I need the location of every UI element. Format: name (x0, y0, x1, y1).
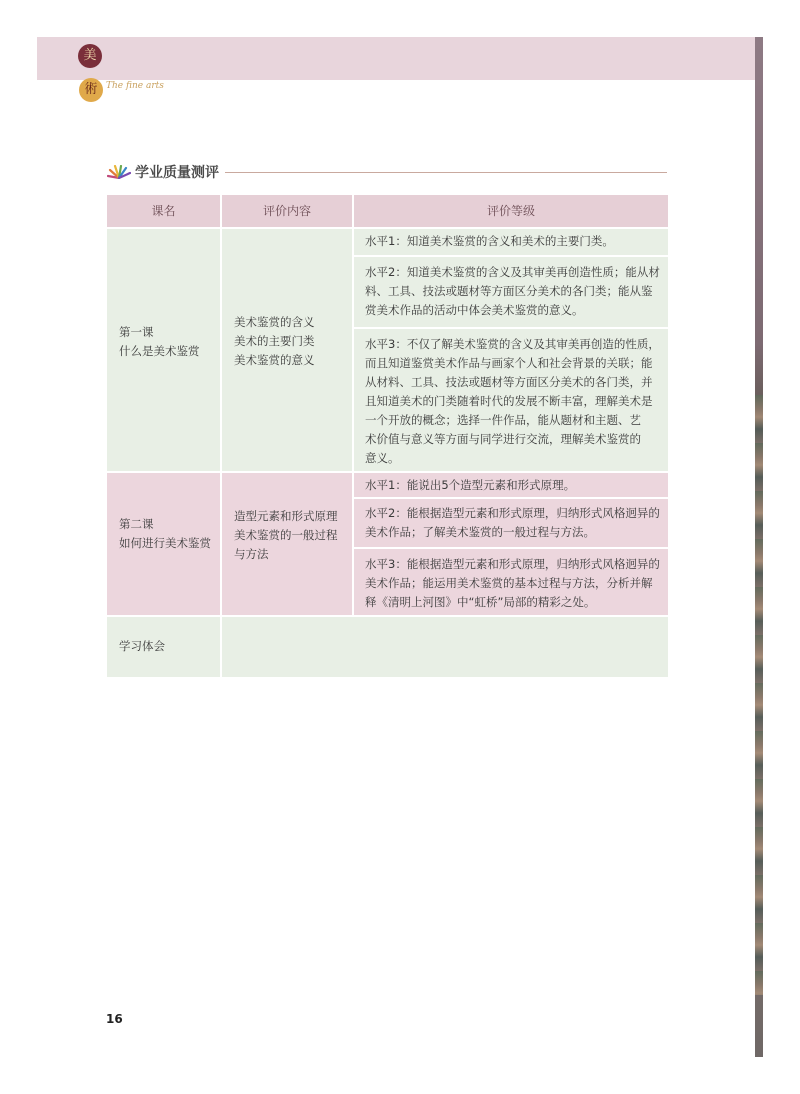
content-item: 美术鉴赏的意义 (234, 353, 315, 367)
content-item: 与方法 (234, 547, 269, 561)
fan-icon (107, 165, 131, 179)
level-line: 美术作品；能运用美术鉴赏的基本过程与方法，分析并解 (365, 576, 653, 590)
lesson-name-cell (107, 229, 220, 471)
level-cell (354, 549, 668, 615)
level-line: 意义。 (365, 451, 400, 465)
level-line: 术价值与意义等方面与同学进行交流，理解美术鉴赏的 (365, 432, 641, 446)
header-band (37, 37, 755, 80)
reflection-label-cell (107, 617, 220, 677)
lesson-title: 什么是美术鉴赏 (119, 344, 200, 358)
content-item: 美术鉴赏的一般过程 (234, 528, 338, 542)
logo-icon-secondary: 術 (79, 78, 103, 102)
level-cell (354, 257, 668, 327)
title-divider (225, 172, 667, 173)
level-line: 赏美术作品的活动中体会美术鉴赏的意义。 (365, 303, 584, 317)
level-line: 释《清明上河图》中“虹桥”局部的精彩之处。 (365, 595, 596, 609)
level-line: 水平2：知道美术鉴赏的含义及其审美再创造性质；能从材 (365, 265, 660, 279)
level-line: 从材料、工具、技法或题材等方面区分美术的各门类，并 (365, 375, 653, 389)
lesson-title: 如何进行美术鉴赏 (119, 536, 211, 550)
level-line: 水平1：知道美术鉴赏的含义和美术的主要门类。 (365, 234, 614, 248)
section-heading (107, 162, 667, 182)
content-cell (222, 229, 352, 471)
level-line: 水平1：能说出5个造型元素和形式原理。 (365, 478, 576, 492)
level-cell (354, 499, 668, 547)
level-line: 一个开放的概念；选择一件作品，能从题材和主题、艺 (365, 413, 641, 427)
level-line: 水平3：不仅了解美术鉴赏的含义及其审美再创造的性质， (365, 337, 660, 351)
lesson-number: 第一课 (119, 325, 154, 339)
level-line: 水平2：能根据造型元素和形式原理，归纳形式风格迥异的 (365, 506, 660, 520)
content-cell (222, 473, 352, 615)
reflection-input-area[interactable] (222, 617, 668, 677)
level-line: 水平3：能根据造型元素和形式原理，归纳形式风格迥异的 (365, 557, 660, 571)
level-line: 料、工具、技法或题材等方面区分美术的各门类；能从鉴 (365, 284, 653, 298)
level-line: 而且知道鉴赏美术作品与画家个人和社会背景的关联；能 (365, 356, 653, 370)
section-title: 学业质量测评 (135, 165, 219, 181)
table-header-lesson: 课名 (107, 195, 220, 227)
content-item: 造型元素和形式原理 (234, 509, 338, 523)
reflection-label: 学习体会 (119, 639, 165, 653)
page-number: 16 (106, 1012, 123, 1026)
table-header-content: 评价内容 (222, 195, 352, 227)
level-line: 且知道美术的门类随着时代的发展不断丰富，理解美术是 (365, 394, 653, 408)
table-header-level: 评价等级 (354, 195, 668, 227)
level-cell (354, 229, 668, 255)
header-subtitle: The fine arts (106, 81, 164, 91)
level-cell (354, 329, 668, 471)
content-item: 美术的主要门类 (234, 334, 315, 348)
lesson-number: 第二课 (119, 517, 154, 531)
logo-icon: 美 (78, 44, 102, 68)
page-edge-artwork (755, 395, 763, 995)
level-cell (354, 473, 668, 497)
content-item: 美术鉴赏的含义 (234, 315, 315, 329)
level-line: 美术作品；了解美术鉴赏的一般过程与方法。 (365, 525, 595, 539)
lesson-name-cell (107, 473, 220, 615)
